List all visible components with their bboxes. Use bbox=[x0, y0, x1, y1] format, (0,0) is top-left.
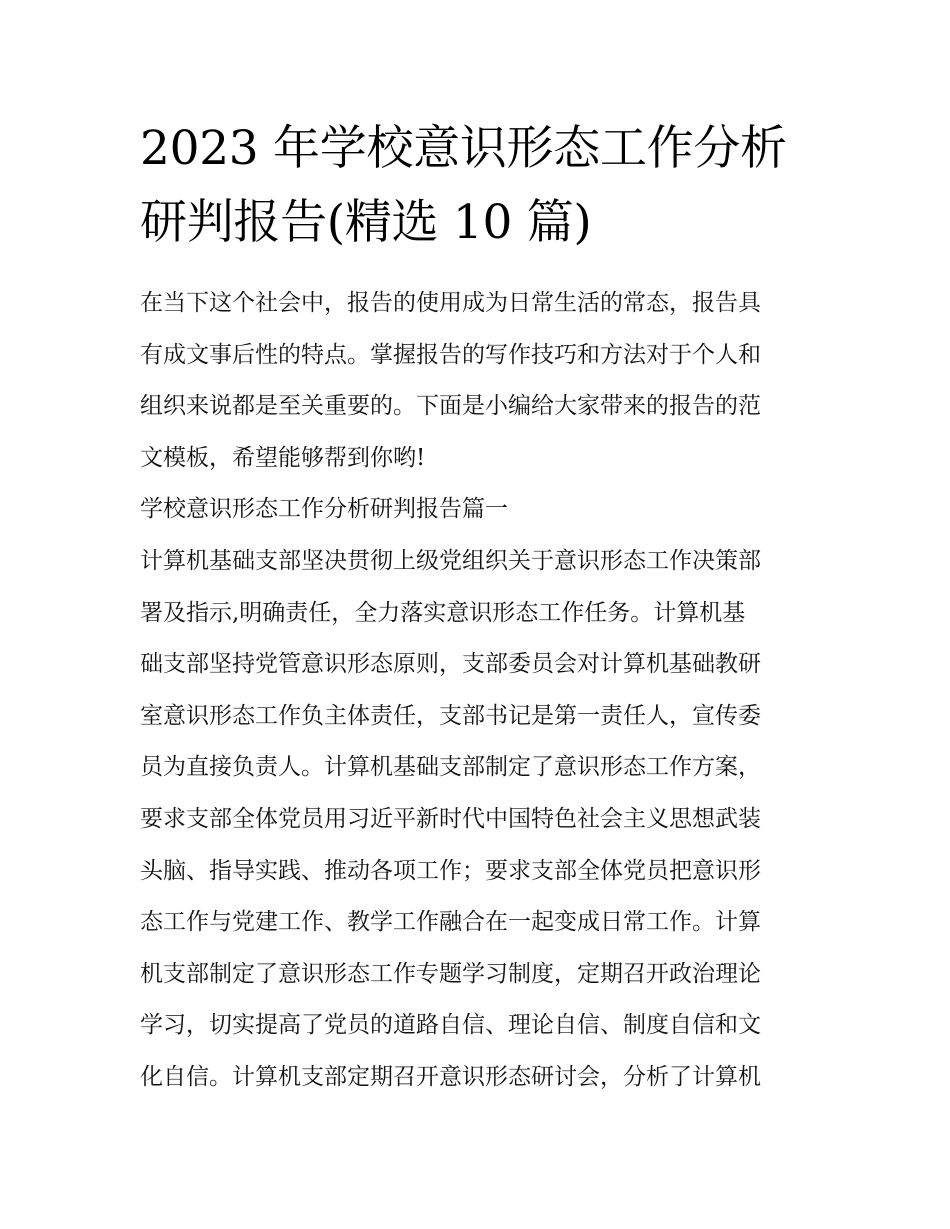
section-line: 机支部制定了意识形态工作专题学习制度，定期召开政治理论 bbox=[140, 960, 761, 987]
section-line: 要求支部全体党员用习近平新时代中国特色社会主义思想武装 bbox=[140, 805, 761, 832]
intro-line: 在当下这个社会中，报告的使用成为日常生活的常态，报告具 bbox=[140, 290, 761, 316]
document-title bbox=[140, 112, 820, 260]
section-heading bbox=[140, 484, 812, 536]
section-line: 计算机基础支部坚决贯彻上级党组织关于意识形态工作决策部 bbox=[140, 547, 761, 574]
intro-line: 组织来说都是至关重要的。下面是小编给大家带来的报告的范 bbox=[140, 393, 761, 420]
section-line: 员为直接负责人。计算机基础支部制定了意识形态工作方案， bbox=[140, 754, 761, 781]
section-line: 础支部坚持党管意识形态原则，支部委员会对计算机基础教研 bbox=[140, 651, 761, 678]
section-heading-text: 学校意识形态工作分析研判报告篇一 bbox=[140, 496, 508, 523]
title-line-2: 研判报告(精选 10 篇) bbox=[140, 195, 592, 250]
title-line-1: 2023 年学校意识形态工作分析 bbox=[140, 121, 787, 176]
document-body bbox=[140, 278, 812, 1104]
section-line: 室意识形态工作负主体责任，支部书记是第一责任人，宣传委 bbox=[140, 702, 761, 729]
intro-line: 有成文事后性的特点。掌握报告的写作技巧和方法对于个人和 bbox=[140, 341, 761, 368]
section-paragraph bbox=[140, 536, 812, 1104]
section-line: 署及指示,明确责任，全力落实意识形态工作任务。计算机基 bbox=[140, 599, 746, 626]
section-line: 学习，切实提高了党员的道路自信、理论自信、制度自信和文 bbox=[140, 1012, 761, 1039]
intro-paragraph bbox=[140, 278, 812, 484]
intro-line: 文模板，希望能够帮到你哟! bbox=[140, 444, 426, 471]
section-line: 化自信。计算机支部定期召开意识形态研讨会，分析了计算机 bbox=[140, 1063, 761, 1090]
section-line: 态工作与党建工作、教学工作融合在一起变成日常工作。计算 bbox=[140, 909, 761, 936]
section-line: 头脑、指导实践、推动各项工作；要求支部全体党员把意识形 bbox=[140, 857, 761, 884]
